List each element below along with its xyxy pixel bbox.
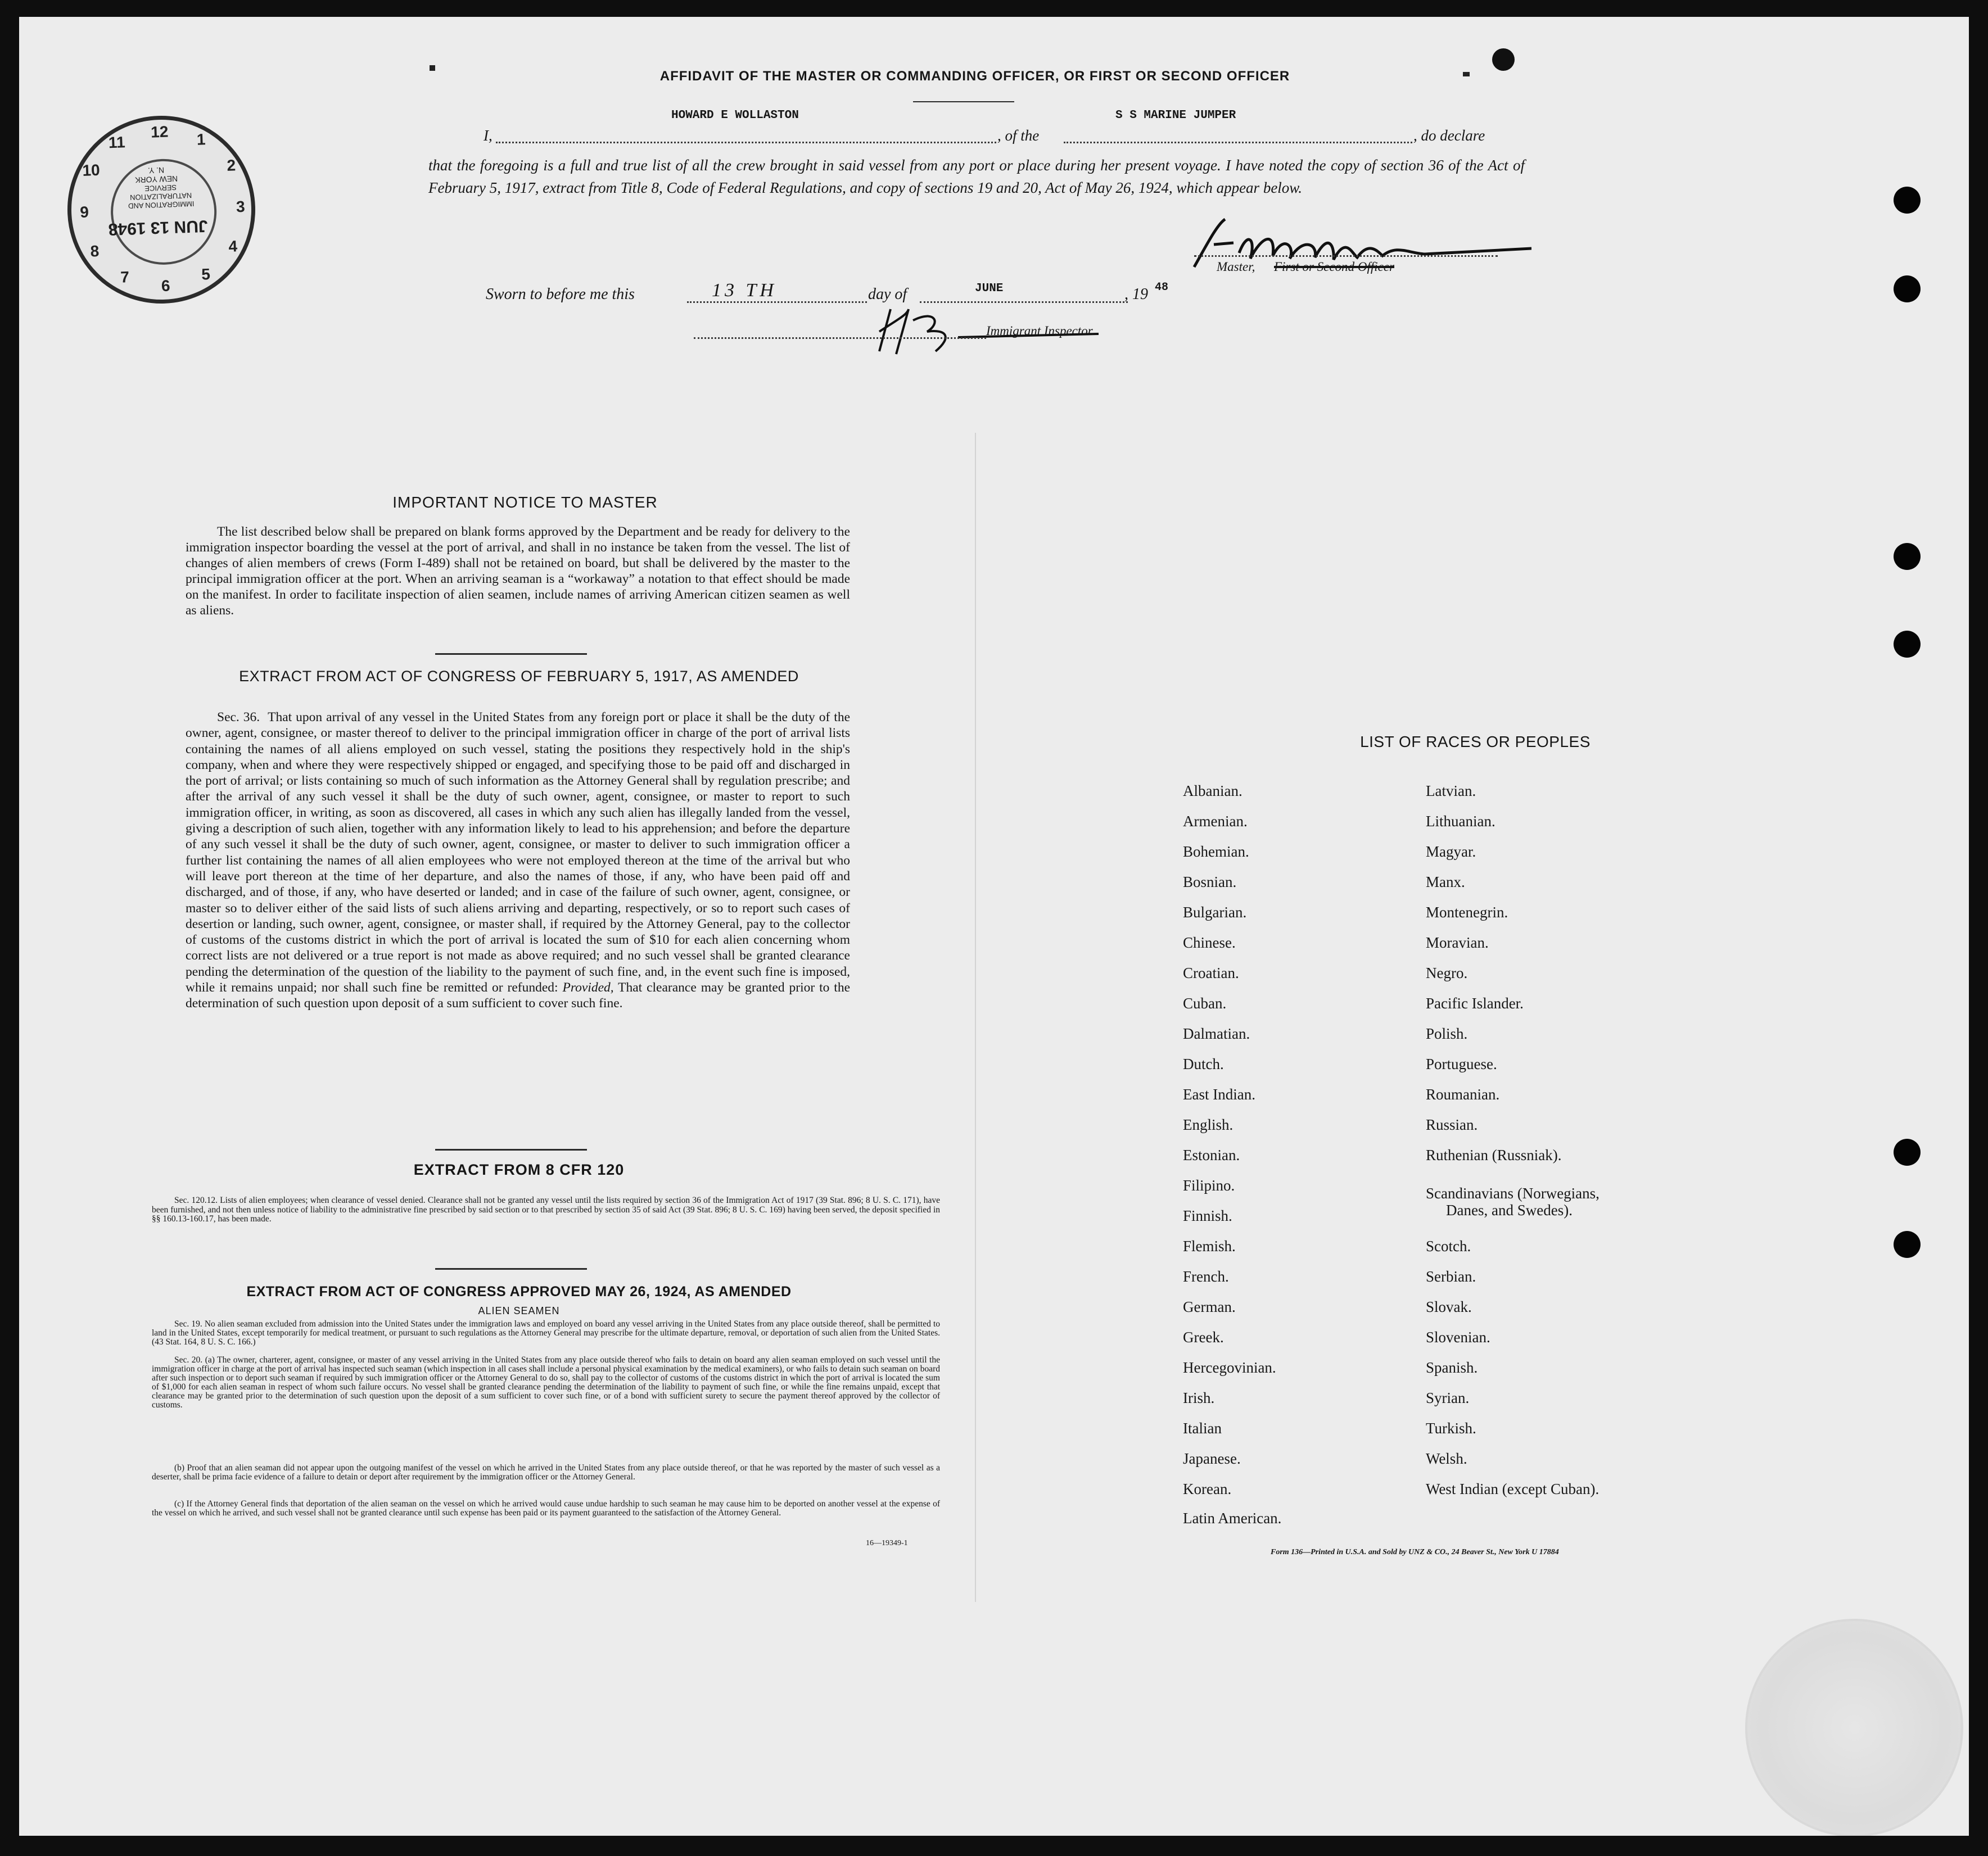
race-left: East Indian. <box>1183 1086 1255 1103</box>
extract1924-sec20b: (b) Proof that an alien seaman did not appear upon the outgoing manifest of the vessel on which he arrived in the United States from any place outside thereof, or that he was reported by the master of such vessel as a deserter, shall be prima facie evidence of a failure to detain or deport after requirement by the immigration officer or the Attorney General. <box>152 1463 940 1482</box>
extract1924-sec19: Sec. 19. No alien seaman excluded from admission into the United States under the immigration laws and employed on board any vessel arriving in the United States from any place outside thereof, shall be permitted to land in the United States, except temporarily for medical treatment, or pursuant to such regulations as the Attorney General may prescribe for the ultimate departure, removal, or deportation of such alien from the United States. (43 Stat. 164, 8 U. S. C. 166.) <box>152 1319 940 1347</box>
stamp-number: 9 <box>79 203 89 221</box>
race-left: Dalmatian. <box>1183 1025 1250 1042</box>
race-left: Korean. <box>1183 1481 1232 1497</box>
name-rule <box>496 142 996 143</box>
race-left: Cuban. <box>1183 995 1227 1012</box>
manifest-page <box>19 17 1969 1836</box>
race-right: Ruthenian (Russniak). <box>1426 1147 1562 1164</box>
master-signature-rule <box>1194 255 1498 257</box>
master-label: Master, <box>1217 260 1255 274</box>
punch-hole <box>1894 631 1921 658</box>
ink-speck <box>430 65 435 71</box>
race-right: Danes, and Swedes). <box>1446 1202 1573 1219</box>
race-right: Syrian. <box>1426 1389 1470 1406</box>
punch-hole <box>1894 543 1921 570</box>
cfr-text: Sec. 120.12. Lists of alien employees; when clearance of vessel denied. Clearance shall not be granted any vessel until the lists required by section 36 of the Immigration Act of 1917 (39 Stat. 896; 8 U. S. C. 171), have been furnished, and not then unless notice of liability to the administrative fine prescribed by said section or to that prescribed by section 35 of said Act (39 Stat. 896; 8 U. S. C. 169) having been served, the deposit specified in §§ 160.13-160.17, has been made. <box>152 1196 940 1224</box>
race-right: Latvian. <box>1426 782 1476 799</box>
embossed-seal <box>1745 1619 1963 1836</box>
race-right: Moravian. <box>1426 934 1489 951</box>
race-right: Polish. <box>1426 1025 1468 1042</box>
race-right: Montenegrin. <box>1426 904 1508 921</box>
i-label: I, <box>484 127 493 144</box>
race-right: Slovenian. <box>1426 1329 1490 1346</box>
race-right: Magyar. <box>1426 843 1476 860</box>
stamp-date: JUN 13 1948 <box>108 216 209 239</box>
race-right: Welsh. <box>1426 1450 1467 1467</box>
extract1917-text: That upon arrival of any vessel in the United States from any foreign port or place it shall be the duty of the owner, agent, consignee, or master thereof to deliver to the principal immigration officer in charge of the port of arrival lists containing the names of all aliens employed on such vessel, stating the positions they respectively hold in the ship's company, when and where they were respectively shipped or engaged, and specifying those to be paid off and discharged in the port of arrival; or lists containing so much of such information as the Attorney General shall by regulation prescribe; and after the arrival of any such vessel it shall be the duty of such owner, agent, consignee, or master to report to such immigration officer, in writing, as soon as discovered, all cases in which any such alien has illegally landed from the vessel, giving a description of such alien, together with any information likely to lead to his apprehension; and before the departure of any such vessel it shall be the duty of such owner, agent, consignee, or master to deliver to such immigration officer a further list containing the names of all alien employees who were not employed thereon at the time of the arrival but who will leave port thereon at the time of her departure, and also the names of those, if any, who have been paid off and discharged, and of those, if any, who have deserted or landed; and in case of the failure of such owner, agent, consignee, or master so to deliver either of the said lists of such aliens arriving and departing, respectively, or so to report such cases of desertion or landing, such owner, agent, consignee, or master shall, if required by the Attorney General, pay to the collector of customs of the customs district in which the port of arrival is located the sum of $10 for each alien concerning whom correct lists are not delivered or a true report is not made as above required; and no such vessel shall be granted clearance pending the determination of the question of the liability to the payment of such fine, and, in the event such fine is imposed, while it remains unpaid; nor shall such fine be remitted or refunded: <box>186 710 850 995</box>
year-prefix: , 19 <box>1124 286 1148 303</box>
race-left: German. <box>1183 1298 1236 1315</box>
sworn-day: 13 TH <box>712 280 777 301</box>
race-left: Hercegovinian. <box>1183 1359 1276 1376</box>
race-left: Bohemian. <box>1183 843 1249 860</box>
punch-hole <box>1894 275 1921 302</box>
inspector-rule <box>694 337 986 339</box>
race-right: Serbian. <box>1426 1268 1476 1285</box>
stamp-state: N. Y. <box>147 165 165 175</box>
stamp-number: 8 <box>90 242 100 260</box>
year-suffix: 48 <box>1155 281 1169 294</box>
day-of-label: day of <box>868 286 907 303</box>
stamp-number: 3 <box>236 197 246 216</box>
sworn-label: Sworn to before me this <box>486 286 635 303</box>
sworn-month: JUNE <box>975 282 1004 295</box>
race-left: Irish. <box>1183 1389 1215 1406</box>
race-left: Italian <box>1183 1420 1222 1437</box>
inspector-label: Immigrant Inspector. <box>986 324 1095 338</box>
title-divider <box>913 101 1014 102</box>
extract1924-sec20c: (c) If the Attorney General finds that deportation of the alien seaman on the vessel on which he arrived would cause undue hardship to such seaman he may cause him to be deported on another vessel at the expense of the vessel on which he arrived, and such vessel shall not be granted clearance until such expense has been paid or its payment guaranteed to the satisfaction of the Attorney General. <box>152 1499 940 1518</box>
printer-line: Form 136—Printed in U.S.A. and Sold by UNZ & CO., 24 Beaver St., New York U 17884 <box>1271 1548 1559 1556</box>
vessel-rule <box>1064 142 1412 143</box>
races-title: LIST OF RACES OR PEOPLES <box>1360 733 1591 750</box>
extract1917-sec: Sec. 36. <box>217 710 260 725</box>
fold-line <box>975 433 976 1602</box>
race-left: Bosnian. <box>1183 873 1237 890</box>
stamp-number: 4 <box>228 237 238 255</box>
punch-hole <box>1894 187 1921 214</box>
divider <box>435 1268 587 1270</box>
stamp-number: 10 <box>82 161 101 179</box>
of-the-label: , of the <box>997 127 1040 144</box>
divider <box>435 653 587 655</box>
race-right: West Indian (except Cuban). <box>1426 1481 1600 1497</box>
stamp-number: 2 <box>226 156 236 174</box>
race-right: Manx. <box>1426 873 1465 890</box>
stamp-agency: IMMIGRATION AND NATURALIZATION SERVICE <box>128 183 195 211</box>
extract1917-text-end: That clearance may be granted prior to the determination of such question upon deposit of a sum sufficient to cover such fine. <box>186 980 851 1011</box>
race-right: Slovak. <box>1426 1298 1472 1315</box>
extract1917-body <box>186 709 850 1012</box>
race-left: Filipino. <box>1183 1177 1235 1194</box>
race-left: Latin American. <box>1183 1510 1282 1527</box>
immigration-date-stamp <box>64 112 258 306</box>
stamp-number: 11 <box>108 133 126 152</box>
race-left: Chinese. <box>1183 934 1236 951</box>
race-left: Bulgarian. <box>1183 904 1247 921</box>
race-right: Turkish. <box>1426 1420 1476 1437</box>
race-left: Japanese. <box>1183 1450 1241 1467</box>
race-left: Finnish. <box>1183 1207 1232 1224</box>
stamp-number: 7 <box>120 268 130 286</box>
day-rule <box>687 301 867 303</box>
stamp-number: 6 <box>161 277 171 295</box>
race-right: Negro. <box>1426 965 1468 981</box>
race-right: Scotch. <box>1426 1238 1471 1255</box>
divider <box>435 1149 587 1151</box>
extract1917-provided: Provided, <box>562 980 614 995</box>
race-right: Russian. <box>1426 1116 1478 1133</box>
form-code: 16—19349-1 <box>866 1539 908 1547</box>
extract1917-title: EXTRACT FROM ACT OF CONGRESS OF FEBRUARY 5, 1917, AS AMENDED <box>239 668 799 685</box>
stamp-number: 5 <box>201 265 211 283</box>
struck-officer-label: First or Second Officer <box>1274 260 1394 274</box>
race-left: Armenian. <box>1183 813 1248 830</box>
extract1924-sec20a: Sec. 20. (a) The owner, charterer, agent, consignee, or master of any vessel arriving in the United States from any place outside thereof who fails to detain on board any alien seaman employed on such vessel until the immigration officer in charge at the port of arrival has inspected such seaman (which inspection in all cases shall include a personal physical examination by the medical examiners), or who fails to detain such seaman on board after such inspection or to deport such seaman if required by such immigration officer or the Attorney General to do so, shall pay to the collector of customs of the customs district in which the port of arrival is located the sum of $1,000 for each alien seaman in respect of whom such failure occurs. No vessel shall be granted clearance pending the determination of the liability to payment of such fine, or while the fine remains unpaid, except that clearance may be granted prior to the determination of such question upon the deposit of a sum sufficient to cover such fine, or of a bond with sufficient surety to secure the payment thereof approved by the collector of customs. <box>152 1355 940 1410</box>
vessel-name: S S MARINE JUMPER <box>1115 109 1236 122</box>
punch-hole <box>1894 1231 1921 1258</box>
race-right: Spanish. <box>1426 1359 1478 1376</box>
cfr-title: EXTRACT FROM 8 CFR 120 <box>413 1161 625 1178</box>
affidavit-title: AFFIDAVIT OF THE MASTER OR COMMANDING OFFICER, OR FIRST OR SECOND OFFICER <box>659 69 1290 84</box>
race-right: Pacific Islander. <box>1426 995 1524 1012</box>
race-left: English. <box>1183 1116 1234 1133</box>
notice-title: IMPORTANT NOTICE TO MASTER <box>392 494 658 511</box>
ink-speck <box>1463 72 1470 76</box>
stamp-number: 1 <box>196 130 206 148</box>
race-right: Scandinavians (Norwegians, <box>1426 1185 1600 1202</box>
ink-blot <box>1492 48 1515 71</box>
race-right: Portuguese. <box>1426 1056 1497 1072</box>
race-right: Roumanian. <box>1426 1086 1500 1103</box>
extract1924-subtitle: ALIEN SEAMEN <box>478 1305 560 1316</box>
declare-label: , do declare <box>1413 127 1485 144</box>
affidavit-body: that the foregoing is a full and true list of all the crew brought in said vessel from any port or place during her present voyage. I have noted the copy of section 36 of the Act of February 5, 1917, extract from Title 8, Code of Federal Regulations, and copy of sections 19 and 20, Act of May 26, 1924, which appear below. <box>428 157 1525 196</box>
notice-text: The list described below shall be prepared on blank forms approved by the Department and be ready for delivery to the immigration inspector boarding the vessel at the port of arrival, and shall in no instance be taken from the vessel. The list of changes of alien members of crews (Form I-489) shall not be retained on board, but shall be delivered by the master to the principal immigration officer at the port. When an arriving seaman is a “workaway” a notation to that effect should be made on the manifest. In order to facilitate inspection of alien seamen, include names of arriving American citizen seamen as well as aliens. <box>186 524 850 618</box>
extract1924-title: EXTRACT FROM ACT OF CONGRESS APPROVED MAY 26, 1924, AS AMENDED <box>246 1284 792 1300</box>
master-name: HOWARD E WOLLASTON <box>671 109 799 122</box>
race-left: Greek. <box>1183 1329 1224 1346</box>
race-left: Croatian. <box>1183 965 1239 981</box>
race-left: Estonian. <box>1183 1147 1240 1164</box>
stamp-city: NEW YORK <box>134 174 178 185</box>
race-right: Lithuanian. <box>1426 813 1495 830</box>
race-left: Flemish. <box>1183 1238 1236 1255</box>
punch-hole <box>1894 1139 1921 1166</box>
race-left: Dutch. <box>1183 1056 1224 1072</box>
race-left: French. <box>1183 1268 1229 1285</box>
race-left: Albanian. <box>1183 782 1242 799</box>
stamp-number: 12 <box>150 123 169 141</box>
